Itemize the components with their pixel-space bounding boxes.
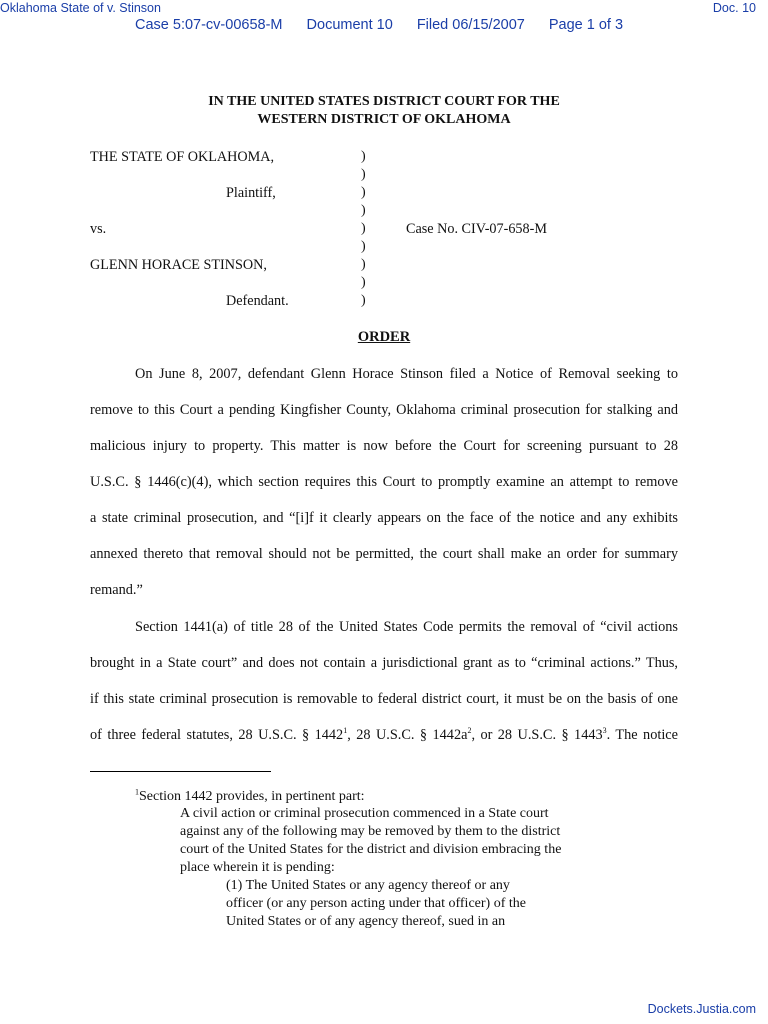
caption-paren: ): [361, 203, 366, 218]
body-line: malicious injury to property. This matter is now before the Court for screening pursuant to 28: [90, 438, 678, 454]
footnote-quote-line: place wherein it is pending:: [180, 860, 335, 875]
footnote-quote-line: court of the United States for the district and division embracing the: [180, 842, 562, 857]
header-filed-date: Filed 06/15/2007: [416, 17, 525, 33]
court-name-line2: WESTERN DISTRICT OF OKLAHOMA: [257, 112, 511, 127]
caption-paren: ): [361, 221, 366, 236]
body-line: remove to this Court a pending Kingfisher County, Oklahoma criminal prosecution for stalking and: [90, 402, 678, 418]
body-line-with-footnote-refs: of three federal statutes, 28 U.S.C. § 1442$^1$, 28 U.S.C. § $1442a^2$, or 28 U.S.C. § 1443$^3$. The notice: [90, 726, 678, 743]
defendant-role: Defendant.: [226, 293, 289, 309]
court-name-line1: IN THE UNITED STATES DISTRICT COURT FOR THE: [208, 94, 560, 109]
body-line: brought in a State court” and does not contain a jurisdictional grant as to “criminal actions.” Thus,: [90, 655, 678, 671]
defendant-name: GLENN HORACE STINSON,: [90, 257, 267, 273]
caption-paren: ): [361, 239, 366, 254]
footnote-subquote-line: officer (or any person acting under that officer) of the: [226, 896, 526, 911]
order-title: ORDER: [357, 329, 411, 345]
plaintiff-role: Plaintiff,: [226, 185, 276, 201]
justia-footer-link[interactable]: Dockets.Justia.com: [647, 1002, 756, 1016]
docket-number-link[interactable]: Doc. 10: [712, 1, 756, 15]
body-line: annexed thereto that removal should not be permitted, the court shall make an order for summary: [90, 546, 678, 562]
caption-paren: ): [361, 185, 366, 200]
caption-paren: ): [361, 275, 366, 290]
body-line: Section 1441(a) of title 28 of the United States Code permits the removal of “civil actions: [135, 619, 678, 635]
body-line: remand.”: [90, 582, 143, 598]
body-line: On June 8, 2007, defendant Glenn Horace Stinson filed a Notice of Removal seeking to: [135, 366, 678, 382]
document-header: [135, 17, 643, 33]
footnote-ref: 3: [602, 726, 607, 736]
caption-paren: ): [361, 149, 366, 164]
header-case-number: Case 5:07-cv-00658-M: [135, 17, 283, 33]
caption-paren: ): [361, 167, 366, 182]
footnote-subquote-line: United States or of any agency thereof, sued in an: [226, 914, 506, 929]
footnote-intro: $^1$Section 1442 provides, in pertinent part:: [135, 787, 365, 804]
body-line: U.S.C. § 1446(c)(4), which section requires this Court to promptly examine an attempt to remove: [90, 474, 678, 490]
footnote-ref: 2: [467, 726, 472, 736]
caption-paren: ): [361, 293, 366, 308]
footnote-marker: 1: [135, 787, 139, 797]
case-number: Case No. CIV-07-658-M: [406, 221, 547, 237]
footnote-quote-line: against any of the following may be removed by them to the district: [180, 824, 561, 839]
footnote-subquote-line: (1) The United States or any agency thereof or any: [226, 878, 510, 893]
plaintiff-name: THE STATE OF OKLAHOMA,: [90, 149, 275, 165]
versus-label: vs.: [90, 221, 107, 237]
body-line: a state criminal prosecution, and “[i]f it clearly appears on the face of the notice and any exhibits: [90, 510, 678, 526]
footnote-ref: 1: [343, 726, 348, 736]
header-page-count: Page 1 of 3: [548, 17, 624, 33]
footnote-divider: [90, 771, 271, 772]
case-title-link[interactable]: Oklahoma State of v. Stinson: [0, 1, 161, 15]
footnote-quote-line: A civil action or criminal prosecution commenced in a State court: [180, 806, 549, 821]
body-line: if this state criminal prosecution is removable to federal district court, it must be on the basis of one: [90, 691, 678, 707]
caption-paren: ): [361, 257, 366, 272]
header-document: Document 10: [306, 17, 393, 33]
